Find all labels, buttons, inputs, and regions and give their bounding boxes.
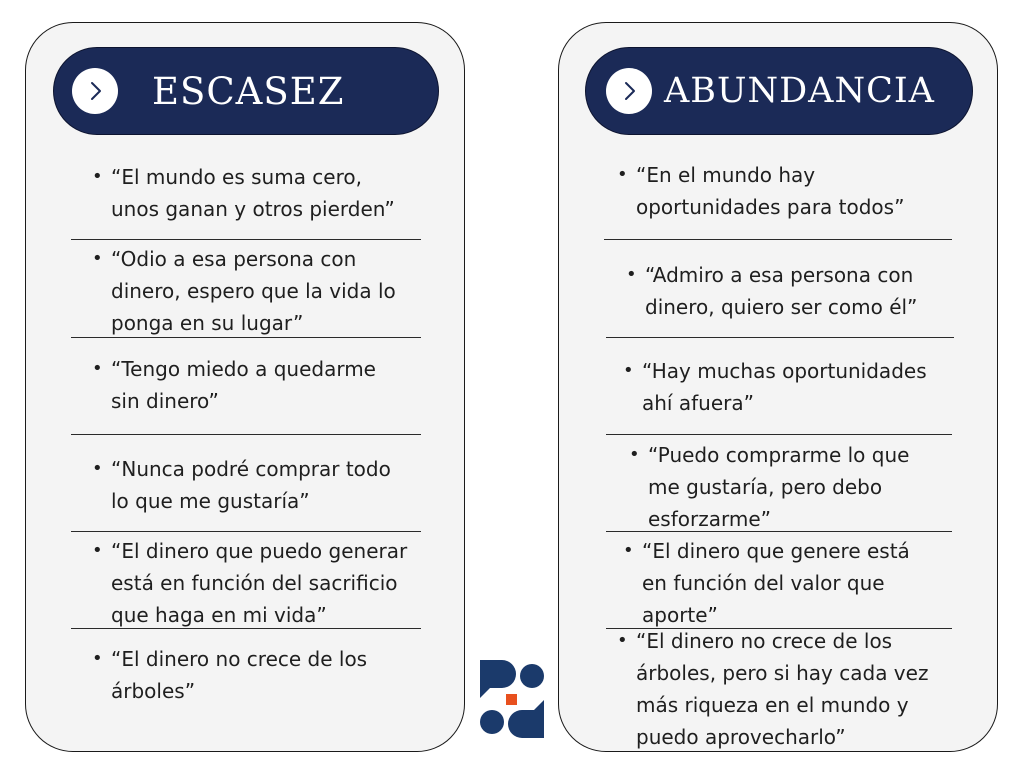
scarcity-item-3-line-2: sin dinero” (111, 389, 219, 413)
scarcity-item-5 (92, 535, 408, 631)
scarcity-item-1 (92, 161, 395, 225)
abundance-item-4-line-3: esforzarme” (648, 507, 771, 531)
abundance-item-3-line-1: “Hay muchas oportunidades (642, 359, 927, 383)
bullet: • (623, 360, 634, 381)
abundance-item-4 (629, 439, 910, 535)
separator (606, 434, 952, 435)
bullet: • (92, 358, 103, 379)
scarcity-item-4-line-1: “Nunca podré comprar todo (111, 457, 391, 481)
separator (606, 531, 952, 532)
abundance-item-1-line-1: “En el mundo hay (636, 163, 816, 187)
abundance-item-1-line-2: oportunidades para todos” (636, 195, 905, 219)
abundance-item-6-line-3: más riqueza en el mundo y (636, 693, 909, 717)
bullet: • (626, 264, 637, 285)
separator (71, 337, 421, 338)
separator (604, 239, 952, 240)
abundance-item-1 (617, 159, 905, 223)
scarcity-item-6-line-1: “El dinero no crece de los (111, 647, 368, 671)
abundance-item-2 (626, 259, 918, 323)
separator (71, 628, 421, 629)
bullet: • (92, 540, 103, 561)
abundance-item-4-line-2: me gustaría, pero debo (648, 475, 883, 499)
scarcity-header (53, 47, 439, 135)
abundance-item-4-line-1: “Puedo comprarme lo que (648, 443, 910, 467)
bullet: • (92, 166, 103, 187)
bullet: • (617, 164, 628, 185)
abundance-item-5-line-2: en función del valor que (642, 571, 885, 595)
abundance-card (558, 22, 998, 752)
abundance-item-2-line-2: dinero, quiero ser como él” (645, 295, 918, 319)
abundance-item-6-line-2: árboles, pero si hay cada vez (636, 661, 929, 685)
abundance-header (585, 47, 973, 135)
scarcity-item-3-line-1: “Tengo miedo a quedarme (111, 357, 376, 381)
scarcity-item-4 (92, 453, 391, 517)
scarcity-item-5-line-1: “El dinero que puedo generar (111, 539, 408, 563)
scarcity-item-3 (92, 353, 376, 417)
abundance-item-3-line-2: ahí afuera” (642, 391, 754, 415)
scarcity-item-6 (92, 643, 368, 707)
scarcity-item-2-line-3: ponga en su lugar” (111, 311, 304, 335)
abundance-chevron-icon (606, 68, 652, 114)
scarcity-chevron-icon (72, 68, 118, 114)
scarcity-item-2 (92, 243, 396, 339)
abundance-item-2-line-1: “Admiro a esa persona con (645, 263, 914, 287)
abundance-item-6-line-4: puedo aprovecharlo” (636, 725, 846, 749)
bullet: • (92, 248, 103, 269)
abundance-item-6 (617, 625, 929, 753)
separator (71, 239, 421, 240)
separator (71, 531, 421, 532)
scarcity-item-5-line-3: que haga en mi vida” (111, 603, 327, 627)
abundance-title: ABUNDANCIA (664, 71, 935, 111)
bullet: • (92, 648, 103, 669)
scarcity-item-1-line-1: “El mundo es suma cero, (111, 165, 362, 189)
scarcity-item-4-line-2: lo que me gustaría” (111, 489, 310, 513)
scarcity-item-5-line-2: está en función del sacrificio (111, 571, 398, 595)
scarcity-item-2-line-2: dinero, espero que la vida lo (111, 279, 396, 303)
bullet: • (623, 540, 634, 561)
scarcity-item-6-line-2: árboles” (111, 679, 196, 703)
abundance-item-5-line-1: “El dinero que genere está (642, 539, 910, 563)
abundance-item-6-line-1: “El dinero no crece de los (636, 629, 893, 653)
bullet: • (617, 630, 628, 651)
separator (606, 337, 954, 338)
brand-logo-icon (476, 656, 548, 742)
abundance-item-5 (623, 535, 910, 631)
bullet: • (92, 458, 103, 479)
bullet: • (629, 444, 640, 465)
scarcity-card (25, 22, 465, 752)
scarcity-item-2-line-1: “Odio a esa persona con (111, 247, 357, 271)
abundance-item-5-line-3: aporte” (642, 603, 718, 627)
separator (71, 434, 421, 435)
scarcity-title: ESCASEZ (152, 69, 345, 113)
scarcity-item-1-line-2: unos ganan y otros pierden” (111, 197, 395, 221)
abundance-item-3 (623, 355, 927, 419)
